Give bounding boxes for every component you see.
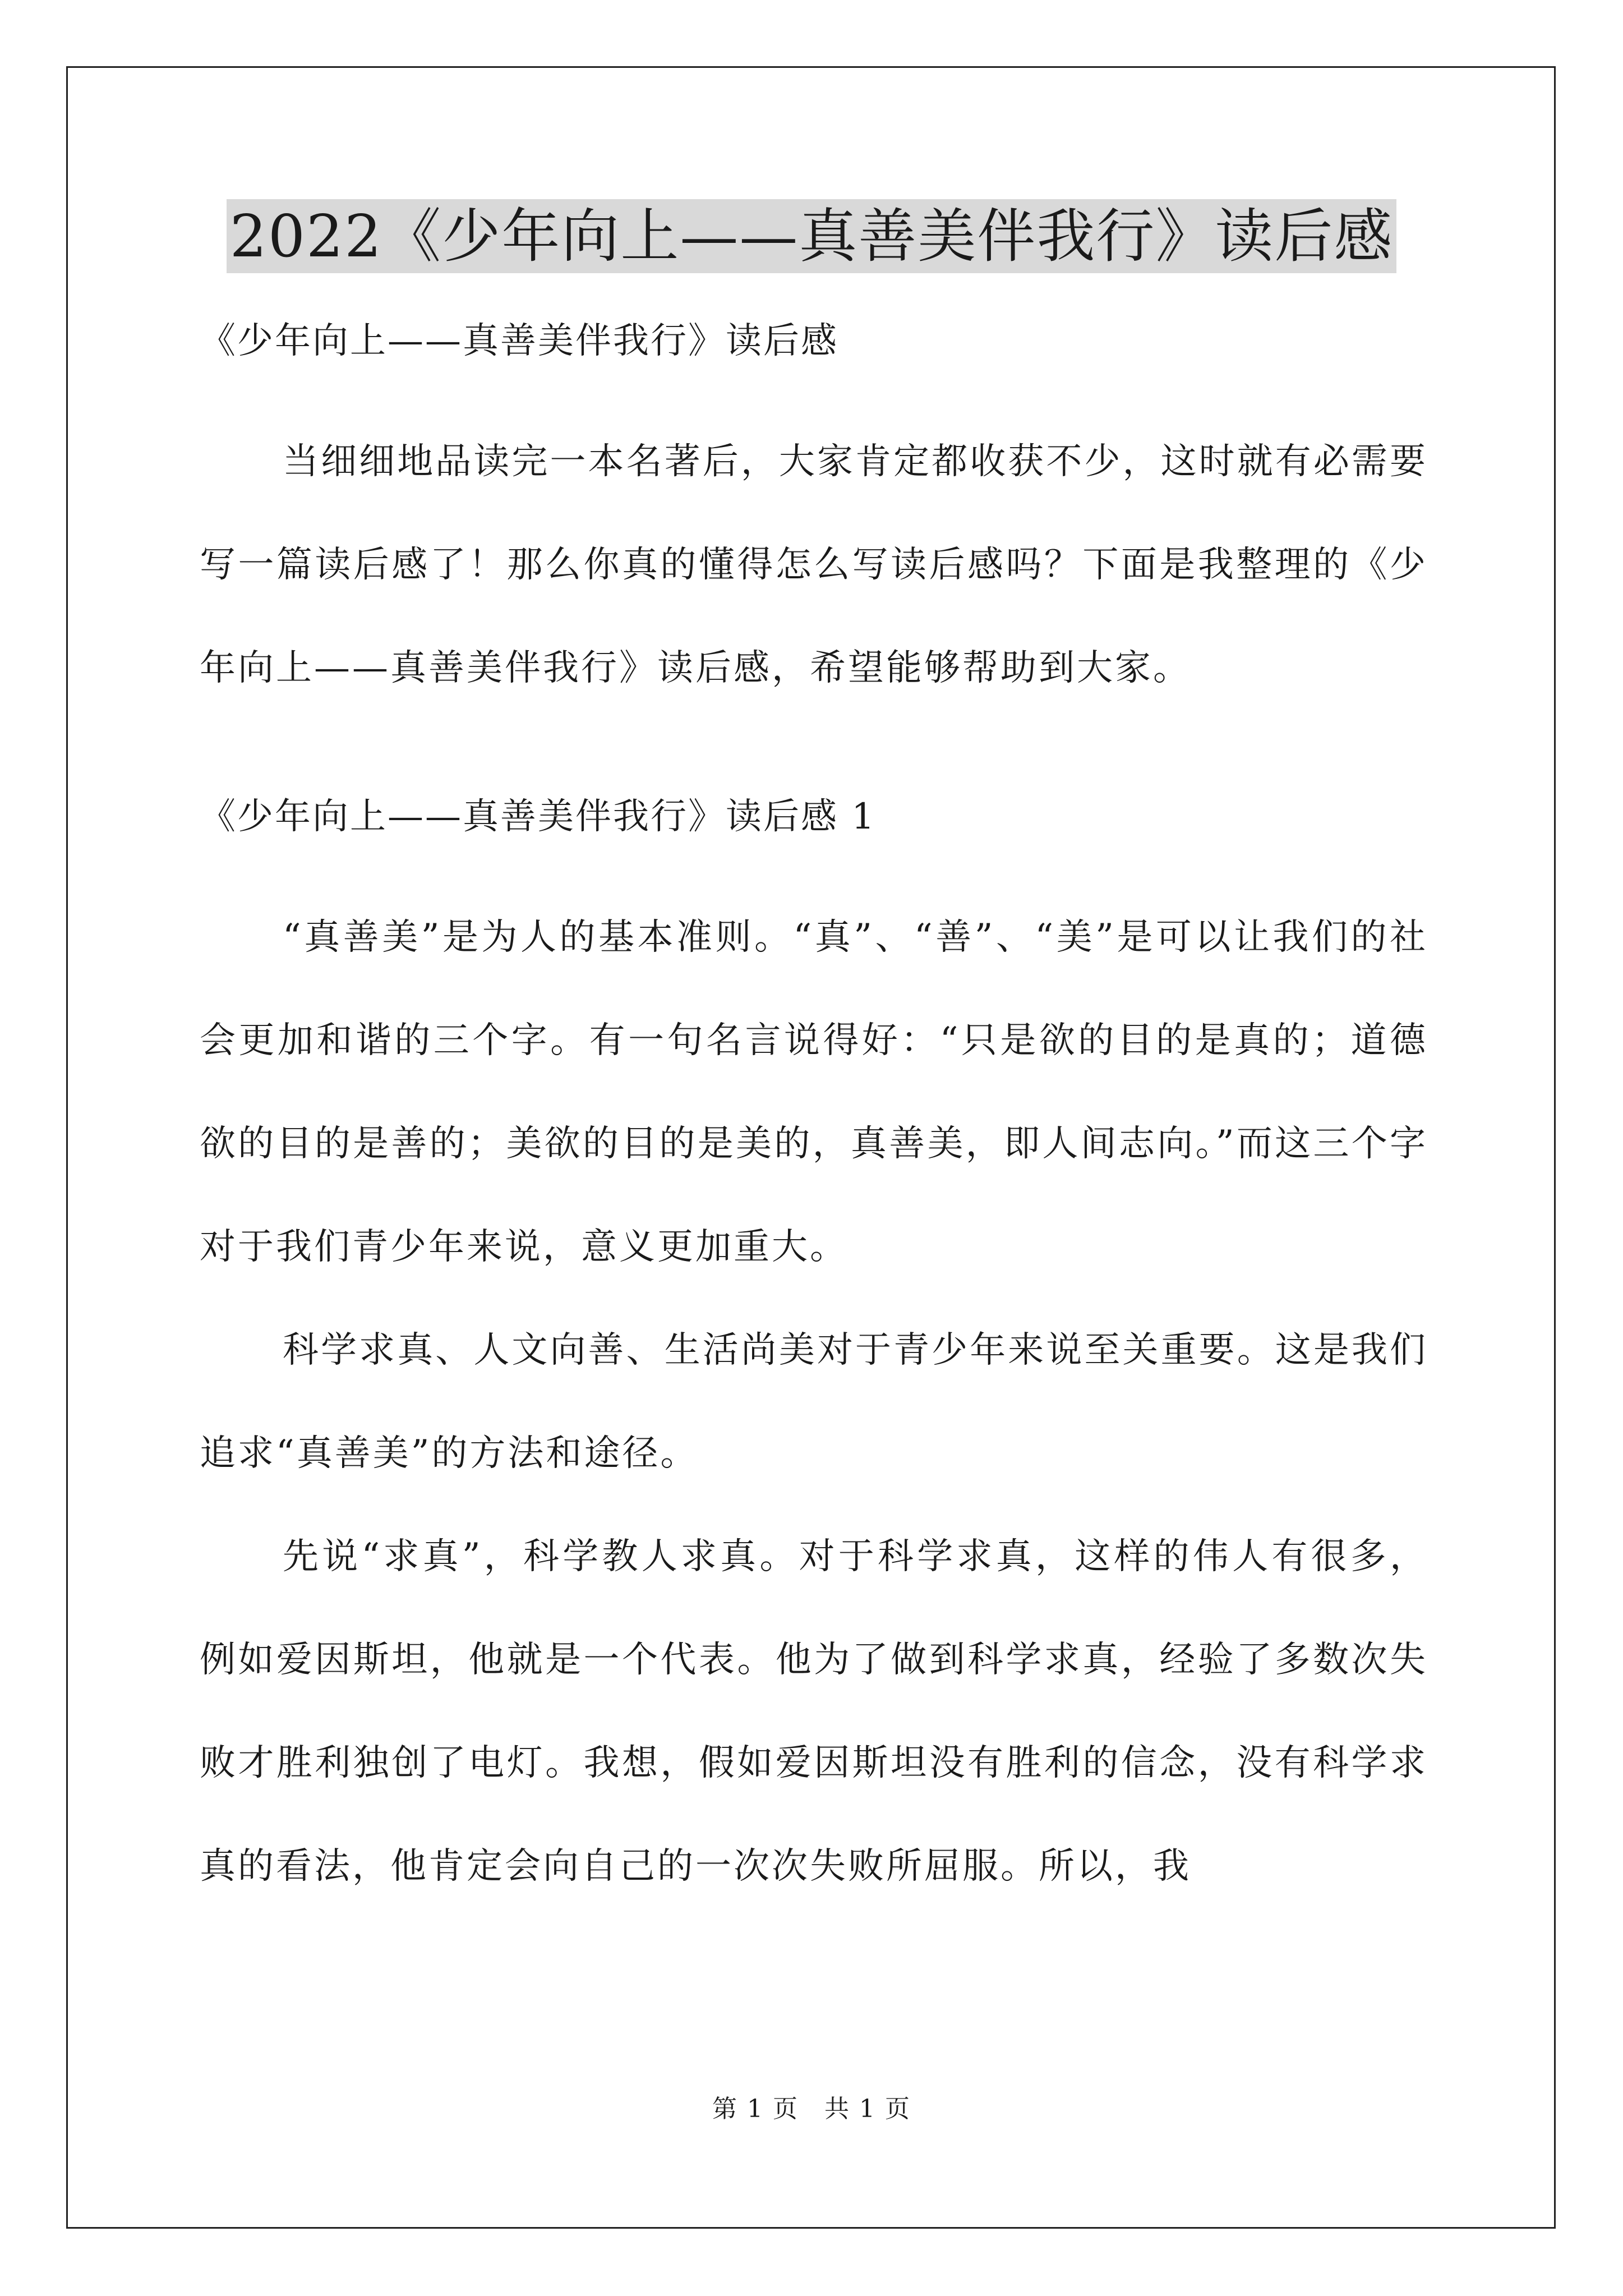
- subtitle: 《少年向上——真善美伴我行》读后感: [200, 320, 838, 362]
- section-heading: 《少年向上——真善美伴我行》读后感 1: [200, 796, 877, 838]
- document-body: [200, 314, 1428, 1918]
- intro-paragraph: 当细细地品读完一本名著后，大家肯定都收获不少，这时就有必需要写一篇读后感了！那么你真的懂得怎么写读后感吗？下面是我整理的《少年向上——真善美伴我行》读后感，希望能够帮助到大家。: [200, 441, 1428, 689]
- body-paragraph-3: 先说“求真”，科学教人求真。对于科学求真，这样的伟人有很多，例如爱因斯坦，他就是一个代表。他为了做到科学求真，经验了多数次失败才胜利独创了电灯。我想，假如爱因斯坦没有胜利的信念，没有科学求真的看法，他肯定会向自己的一次次失败所屈服。所以，我: [200, 1536, 1428, 1887]
- page-number: 第 1 页 共 1 页: [712, 2095, 911, 2123]
- document-title: 2022《少年向上——真善美伴我行》读后感: [227, 199, 1397, 273]
- body-paragraph-2: 科学求真、人文向善、生活尚美对于青少年来说至关重要。这是我们追求“真善美”的方法和途径。: [200, 1329, 1428, 1474]
- body-paragraph-1: “真善美”是为人的基本准则。“真”、“善”、“美”是可以让我们的社会更加和谐的三个字。有一句名言说得好：“只是欲的目的是真的；道德欲的目的是善的；美欲的目的是美的，真善美，即人间志向。”而这三个字对于我们青少年来说，意义更加重大。: [200, 917, 1428, 1268]
- title-container: [0, 199, 1623, 273]
